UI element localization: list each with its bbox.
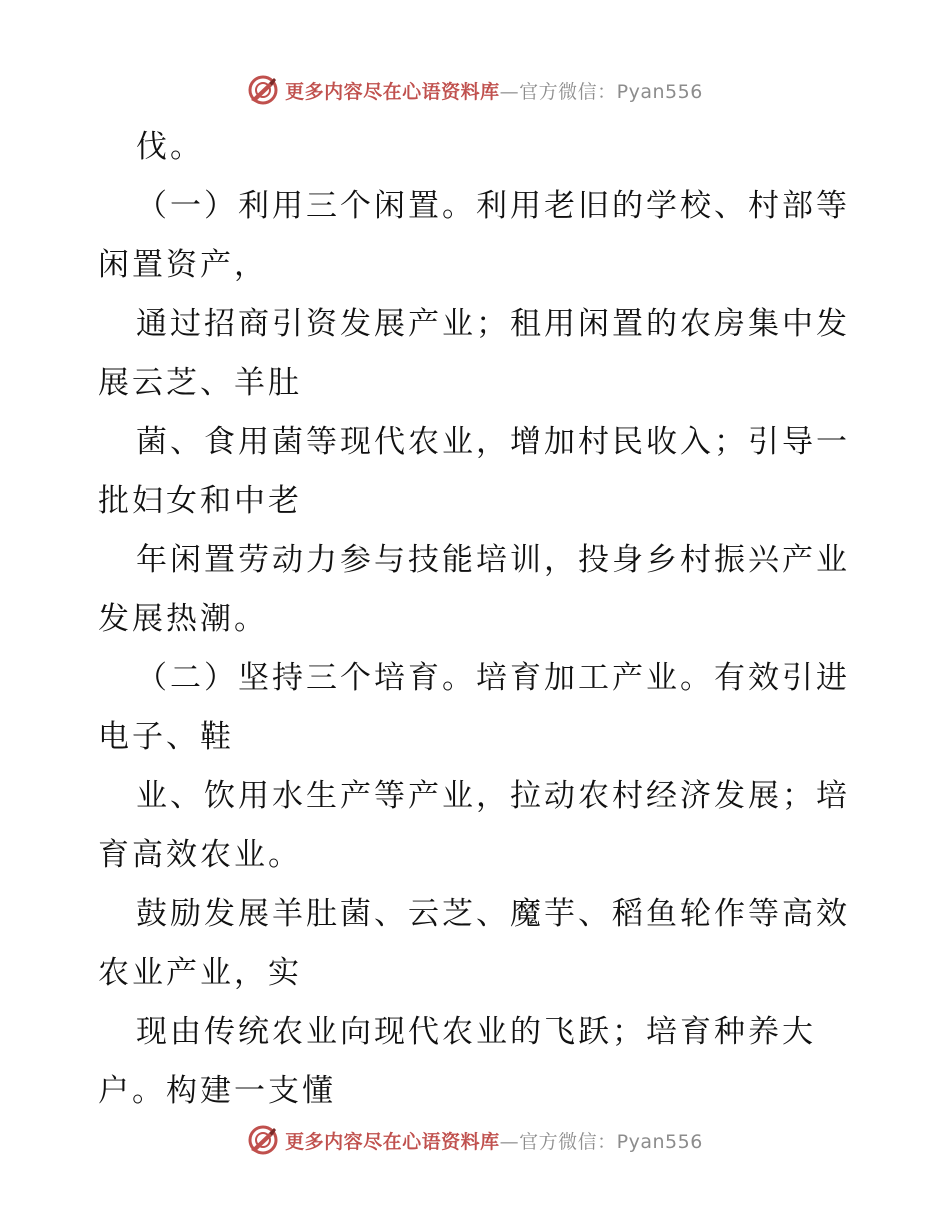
- watermark-wechat: 官方微信：Pyan556: [519, 1130, 703, 1153]
- text-line: 闲置资产，: [98, 247, 268, 283]
- header-watermark: [0, 70, 950, 110]
- watermark-separator: —: [499, 1130, 520, 1153]
- text-line: （一）利用三个闲置。利用老旧的学校、村部等: [136, 188, 850, 224]
- text-line: 年闲置劳动力参与技能培训，投身乡村振兴产业: [136, 542, 850, 578]
- watermark-separator: —: [499, 80, 520, 103]
- footer-watermark: [0, 1120, 950, 1160]
- watermark-brand: 更多内容尽在心语资料库: [285, 1130, 500, 1153]
- text-line: 育高效农业。: [98, 837, 302, 873]
- text-line: 农业产业，实: [98, 955, 302, 991]
- text-line: 业、饮用水生产等产业，拉动农村经济发展；培: [136, 778, 850, 814]
- watermark-text: [285, 77, 703, 104]
- watermark-text: [285, 1127, 703, 1154]
- text-line: 批妇女和中老: [98, 483, 302, 519]
- text-line: 发展热潮。: [98, 601, 268, 637]
- pen-logo-icon: [247, 1124, 279, 1156]
- text-line: 现由传统农业向现代农业的飞跃；培育种养大: [136, 1014, 816, 1050]
- watermark-wechat: 官方微信：Pyan556: [519, 80, 703, 103]
- text-line: 展云芝、羊肚: [98, 365, 302, 401]
- text-line: 菌、食用菌等现代农业，增加村民收入；引导一: [136, 424, 850, 460]
- text-line: 电子、鞋: [98, 719, 234, 755]
- text-line: 通过招商引资发展产业；租用闲置的农房集中发: [136, 306, 850, 342]
- text-line: 户。构建一支懂: [98, 1073, 336, 1109]
- text-line: 伐。: [136, 129, 204, 165]
- pen-logo-icon: [247, 74, 279, 106]
- document-body: [98, 118, 858, 1121]
- watermark-brand: 更多内容尽在心语资料库: [285, 80, 500, 103]
- text-line: 鼓励发展羊肚菌、云芝、魔芋、稻鱼轮作等高效: [136, 896, 850, 932]
- text-line: （二）坚持三个培育。培育加工产业。有效引进: [136, 660, 850, 696]
